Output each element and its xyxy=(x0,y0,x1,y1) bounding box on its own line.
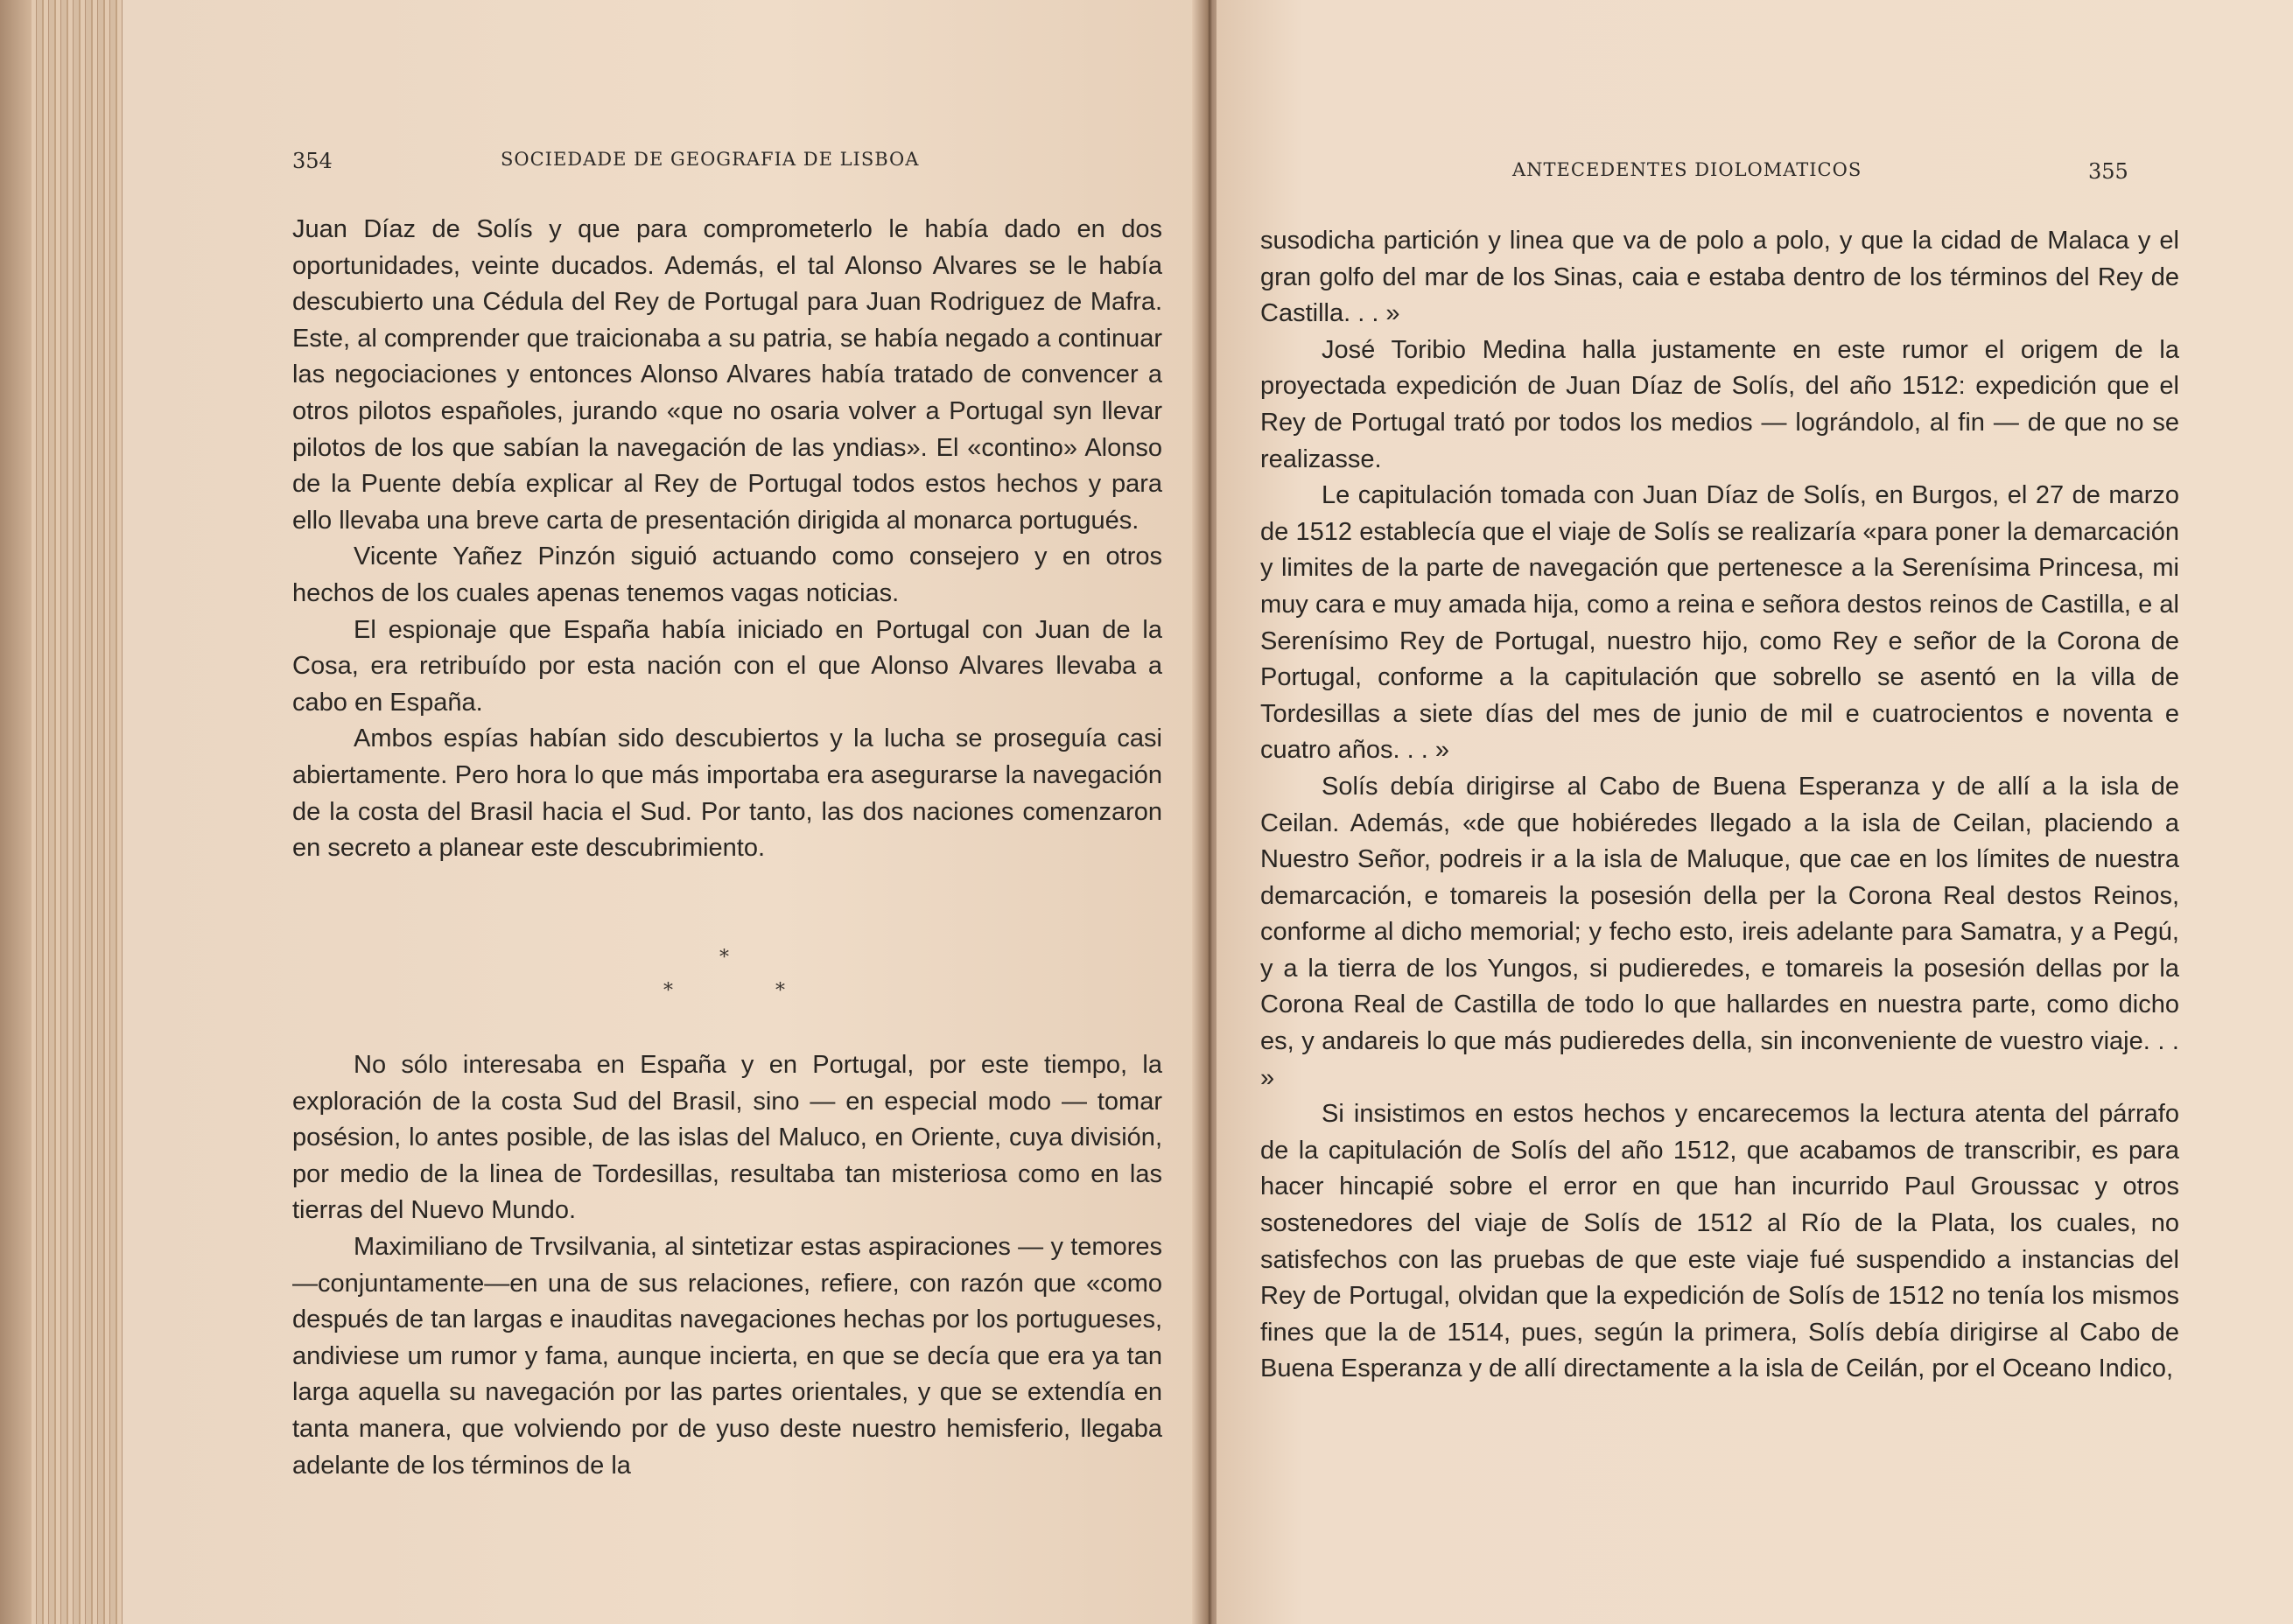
left-page xyxy=(123,0,1208,1624)
paragraph: Ambos espías habían sido descubiertos y la lucha se proseguía casi abiertamente. Pero hora lo que más importaba era asegurarse la navegación de la costa del Brasil hacia el Sud. Por tanto, las dos naciones comenzaron en secreto a planear este descubrimiento. xyxy=(292,724,1162,863)
paragraph: Maximiliano de Trvsilvania, al sintetizar estas aspiraciones — y temores—conjuntamente—en una de sus relaciones, refiere, con razón que «como después de tan largas e inauditas navegaciones hechas por los portugueses, andiviese um rumor y fama, aunque incierta, en que se decía que era ya tan larga aquella su navegación por las partes orientales, y que se extendía en tanta manera, que volviendo por de yuso deste nuestro hemisferio, llegaba adelante de los términos de la xyxy=(292,1232,1162,1480)
paragraph: Le capitulación tomada con Juan Díaz de Solís, en Burgos, el 27 de marzo de 1512 establecía que el viaje de Solís se realizaría «para poner la demarcación y limites de la parte de navegación que pertenesce a la Serenísima Princesa, mi muy cara e muy amada hija, como a reina e señora destos reinos de Castilla, e al Serenísimo Rey de Portugal, nuestro hijo, como Rey e señor de la Corona de Portugal, conforme a la capitulación que sobrello se asentó en la villa de Tordesillas a siete días del mes de junio de mil e cuatrocientos e noventa e cuatro años. . . » xyxy=(1260,481,2179,765)
paragraph: Si insistimos en estos hechos y encarecemos la lectura atenta del párrafo de la capitulación de Solís del año 1512, que acabamos de transcribir, es para hacer hincapié sobre el error en que han incurrido Paul Groussac y otros sostenedores del viaje de Solís de 1512 al Río de la Plata, los cuales, no satisfechos con las pruebas de que este viaje fué suspendido a instancias del Rey de Portugal, olvidan que la expedición de Solís de 1512 no tenía los mismos fines que la de 1514, pues, según la primera, Solís debía dirigirse al Cabo de Buena Esperanza y de allí directamente a la isla de Ceilán, por el Oceano Indico, xyxy=(1260,1100,2179,1383)
page-number: 354 xyxy=(292,149,333,173)
body-text-bottom xyxy=(292,1047,1162,1484)
page-number: 355 xyxy=(2088,159,2128,184)
page-edges xyxy=(0,0,123,1624)
paragraph: Juan Díaz de Solís y que para comprometerlo le había dado en dos oportunidades, veinte ducados. Además, el tal Alonso Alvares se le había descubierto una Cédula del Rey de Portugal para Juan Rodriguez de Mafra. Este, al comprender que traicionaba a su patria, se había negado a continuar las negociaciones y entonces Alonso Alvares había tratado de convencer a otros pilotos españoles, jurando «que no osaria volver a Portugal syn llevar pilotos de los que sabían la navegación de las yndias». El «contino» Alonso de la Puente debía explicar al Rey de Portugal todos estos hechos y para ello llevaba una breve carta de presentación dirigida al monarca portugués. xyxy=(292,215,1162,535)
asterism-star: * xyxy=(663,980,673,1002)
paragraph: No sólo interesaba en España y en Portugal, por este tiempo, la exploración de la costa Sud del Brasil, sino — en especial modo — tomar posésion, lo antes posible, de las islas del Maluco, en Oriente, cuya división, por medio de la linea de Tordesillas, resultaba tan misteriosa como en las tierras del Nuevo Mundo. xyxy=(292,1051,1162,1225)
paragraph: José Toribio Medina halla justamente en este rumor el origem de la proyectada expedición de Juan Díaz de Solís, del año 1512: expedición que el Rey de Portugal trató por todos los medios — lográndolo, al fin — de que no se realizasse. xyxy=(1260,335,2179,473)
paragraph: Vicente Yañez Pinzón siguió actuando como consejero y en otros hechos de los cuales apenas tenemos vagas noticias. xyxy=(292,542,1162,607)
paragraph: Solís debía dirigirse al Cabo de Buena Esperanza y de allí a la isla de Ceilan. Además, «de que hobiéredes llegado a la isla de Ceilan, placiendo a Nuestro Señor, podreis ir a la isla de Maluque, que cae en los límites de nuestra demarcación, e tomareis la posesión della per la Corona Real destos Reinos, conforme al dicho memorial; y fecho esto, ireis adelante para Samatra, y a Pegú, y a la tierra de los Yungos, si pudieredes, e tomareis la posesión dellas por la Corona Real de Castilla de todo lo que hallardes en nuestra parte, como dicho es, y andareis lo que más pudieredes della, sin inconveniente de vuestro viaje. . . » xyxy=(1260,772,2179,1092)
running-head: SOCIEDADE DE GEOGRAFIA DE LISBOA xyxy=(501,149,920,170)
right-page xyxy=(1217,0,2293,1624)
asterism-star: * xyxy=(775,980,785,1002)
body-text xyxy=(1260,223,2179,1388)
paragraph: susodicha partición y linea que va de polo a polo, y que la cidad de Malaca y el gran golfo del mar de los Sinas, caia e estaba dentro de los términos del Rey de Castilla. . . » xyxy=(1260,227,2179,328)
asterism-star: * xyxy=(719,947,729,969)
running-head: ANTECEDENTES DIOLOMATICOS xyxy=(1512,159,1862,180)
body-text-top xyxy=(292,212,1162,867)
paragraph: El espionaje que España había iniciado en Portugal con Juan de la Cosa, era retribuído por esta nación con el que Alonso Alvares llevaba a cabo en España. xyxy=(292,615,1162,717)
